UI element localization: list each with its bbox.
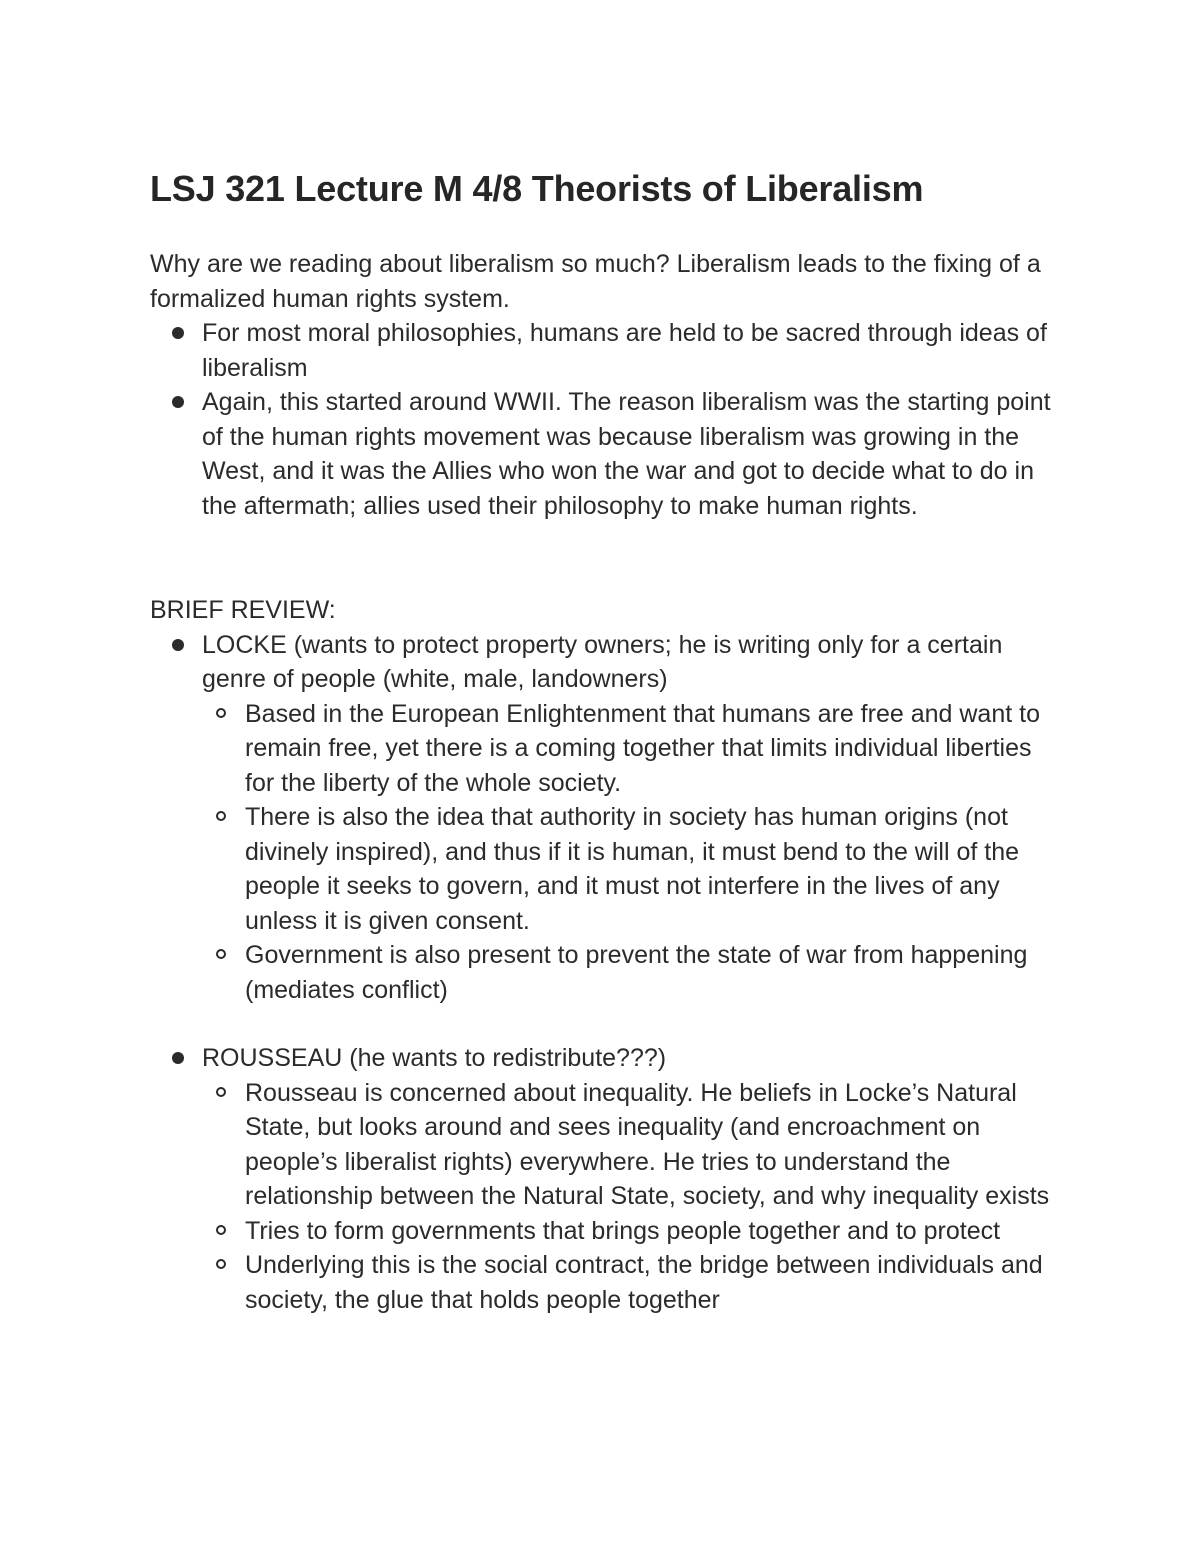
document-page — [150, 163, 1060, 1317]
sub-list-item-text: There is also the idea that authority in society has human origins (not divinely inspired), and thus if it is human, it must bend to the will of the people it seeks to govern, and it must not interfere in the lives of any unless it is given consent. — [245, 803, 1019, 935]
list-item-locke — [150, 628, 1060, 1008]
hollow-bullet-icon — [216, 1225, 226, 1235]
filled-bullet-icon — [172, 1052, 184, 1064]
spacer — [150, 1007, 1060, 1041]
spacer — [150, 523, 1060, 593]
filled-bullet-icon — [172, 639, 184, 651]
filled-bullet-icon — [172, 396, 184, 408]
intro-bullet-list — [150, 316, 1060, 523]
review-bullet-list — [150, 628, 1060, 1008]
sub-list-item — [202, 1248, 1060, 1317]
rousseau-sub-list — [202, 1076, 1060, 1318]
hollow-bullet-icon — [216, 1087, 226, 1097]
list-item-text: LOCKE (wants to protect property owners; he is writing only for a certain genre of people (white, male, landowners) — [202, 630, 1003, 693]
sub-list-item — [202, 697, 1060, 801]
filled-bullet-icon — [172, 327, 184, 339]
list-item-text: Again, this started around WWII. The reason liberalism was the starting point of the human rights movement was because liberalism was growing in the West, and it was the Allies who won the war and got to decide what to do in the aftermath; allies used their philosophy to make human rights. — [202, 388, 1051, 520]
sub-list-item — [202, 938, 1060, 1007]
sub-list-item-text: Based in the European Enlightenment that humans are free and want to remain free, yet there is a coming together that limits individual liberties for the liberty of the whole society. — [245, 699, 1040, 797]
hollow-bullet-icon — [216, 1259, 226, 1269]
page-title: LSJ 321 Lecture M 4/8 Theorists of Liberalism — [150, 168, 924, 209]
hollow-bullet-icon — [216, 949, 226, 959]
list-item-text: ROUSSEAU (he wants to redistribute???) — [202, 1044, 667, 1072]
intro-paragraph: Why are we reading about liberalism so much? Liberalism leads to the fixing of a formalized human rights system. — [150, 250, 1041, 313]
list-item-rousseau — [150, 1041, 1060, 1317]
sub-list-item — [202, 800, 1060, 938]
sub-list-item-text: Underlying this is the social contract, the bridge between individuals and society, the glue that holds people together — [245, 1251, 1043, 1314]
list-item-text: For most moral philosophies, humans are held to be sacred through ideas of liberalism — [202, 319, 1047, 382]
list-item — [150, 316, 1060, 385]
sub-list-item — [202, 1214, 1060, 1249]
locke-sub-list — [202, 697, 1060, 1008]
sub-list-item — [202, 1076, 1060, 1214]
review-bullet-list-2 — [150, 1041, 1060, 1317]
sub-list-item-text: Government is also present to prevent the state of war from happening (mediates conflict) — [245, 941, 1028, 1004]
list-item — [150, 385, 1060, 523]
hollow-bullet-icon — [216, 708, 226, 718]
hollow-bullet-icon — [216, 811, 226, 821]
section-heading: BRIEF REVIEW: — [150, 596, 336, 624]
sub-list-item-text: Rousseau is concerned about inequality. He beliefs in Locke’s Natural State, but looks around and sees inequality (and encroachment on people’s liberalist rights) everywhere. He tries to understand the relationship between the Natural State, society, and why inequality exists — [245, 1078, 1050, 1210]
sub-list-item-text: Tries to form governments that brings people together and to protect — [245, 1216, 1001, 1245]
